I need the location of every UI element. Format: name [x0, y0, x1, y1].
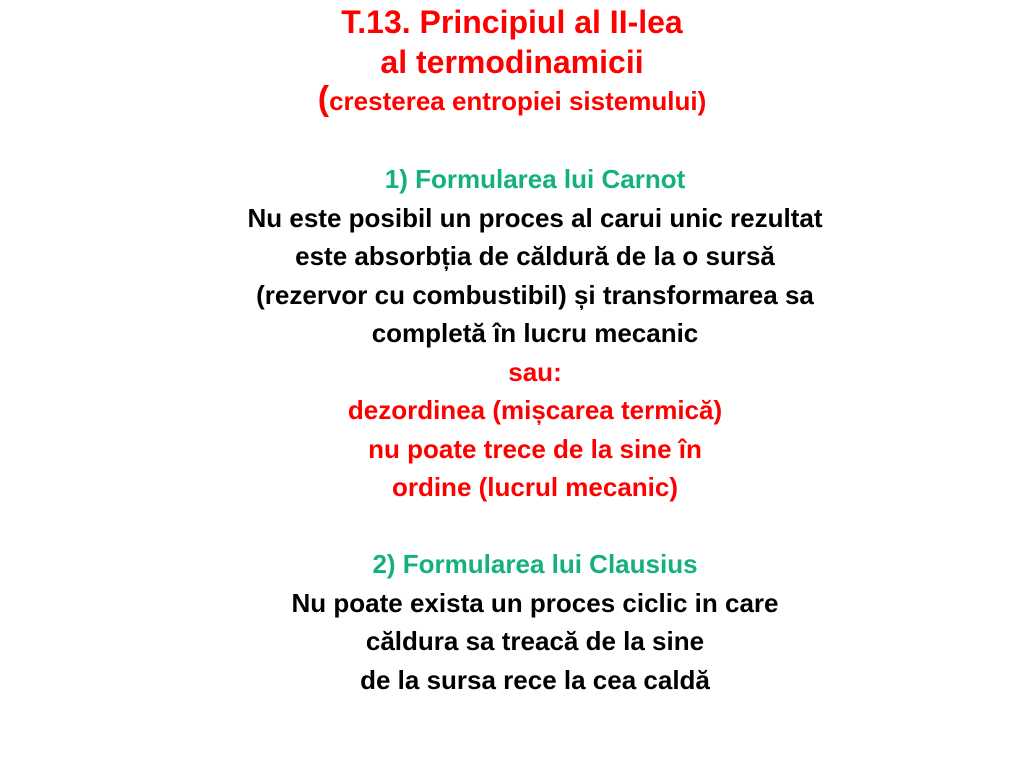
- clausius-body-line: Nu poate exista un proces ciclic in care: [291, 587, 779, 618]
- content-block: [40, 160, 1024, 699]
- carnot-body-line: Nu este posibil un proces al carui unic rezultat: [247, 202, 823, 233]
- subtitle-paren-close: ): [697, 86, 707, 116]
- clausius-body-line: de la sursa rece la cea caldă: [360, 664, 710, 695]
- or-label: sau:: [508, 356, 562, 387]
- subtitle: [0, 82, 1024, 118]
- carnot-body-line: completă în lucru mecanic: [371, 318, 699, 348]
- carnot-alt-line: ordine (lucrul mecanic): [391, 472, 679, 502]
- carnot-heading: 1) Formularea lui Carnot: [384, 164, 686, 194]
- carnot-body-line: este absorbția de căldură de la o sursă: [295, 241, 775, 271]
- carnot-alt-line: dezordinea (mișcarea termică): [347, 395, 723, 425]
- title-line-1: T.13. Principiul al II-lea: [341, 4, 683, 40]
- subtitle-text: cresterea entropiei sistemului: [329, 86, 698, 116]
- carnot-alt-line: nu poate trece de la sine în: [368, 433, 702, 464]
- clausius-body-line: căldura sa treacă de la sine: [365, 626, 705, 656]
- subtitle-paren-open: (: [317, 80, 330, 118]
- carnot-body-line: (rezervor cu combustibil) și transformarea sa: [256, 279, 814, 310]
- title-block: [0, 2, 1024, 118]
- clausius-heading: 2) Formularea lui Clausius: [372, 549, 698, 579]
- title-line-2: al termodinamicii: [380, 44, 644, 80]
- section-spacer: [40, 507, 1024, 546]
